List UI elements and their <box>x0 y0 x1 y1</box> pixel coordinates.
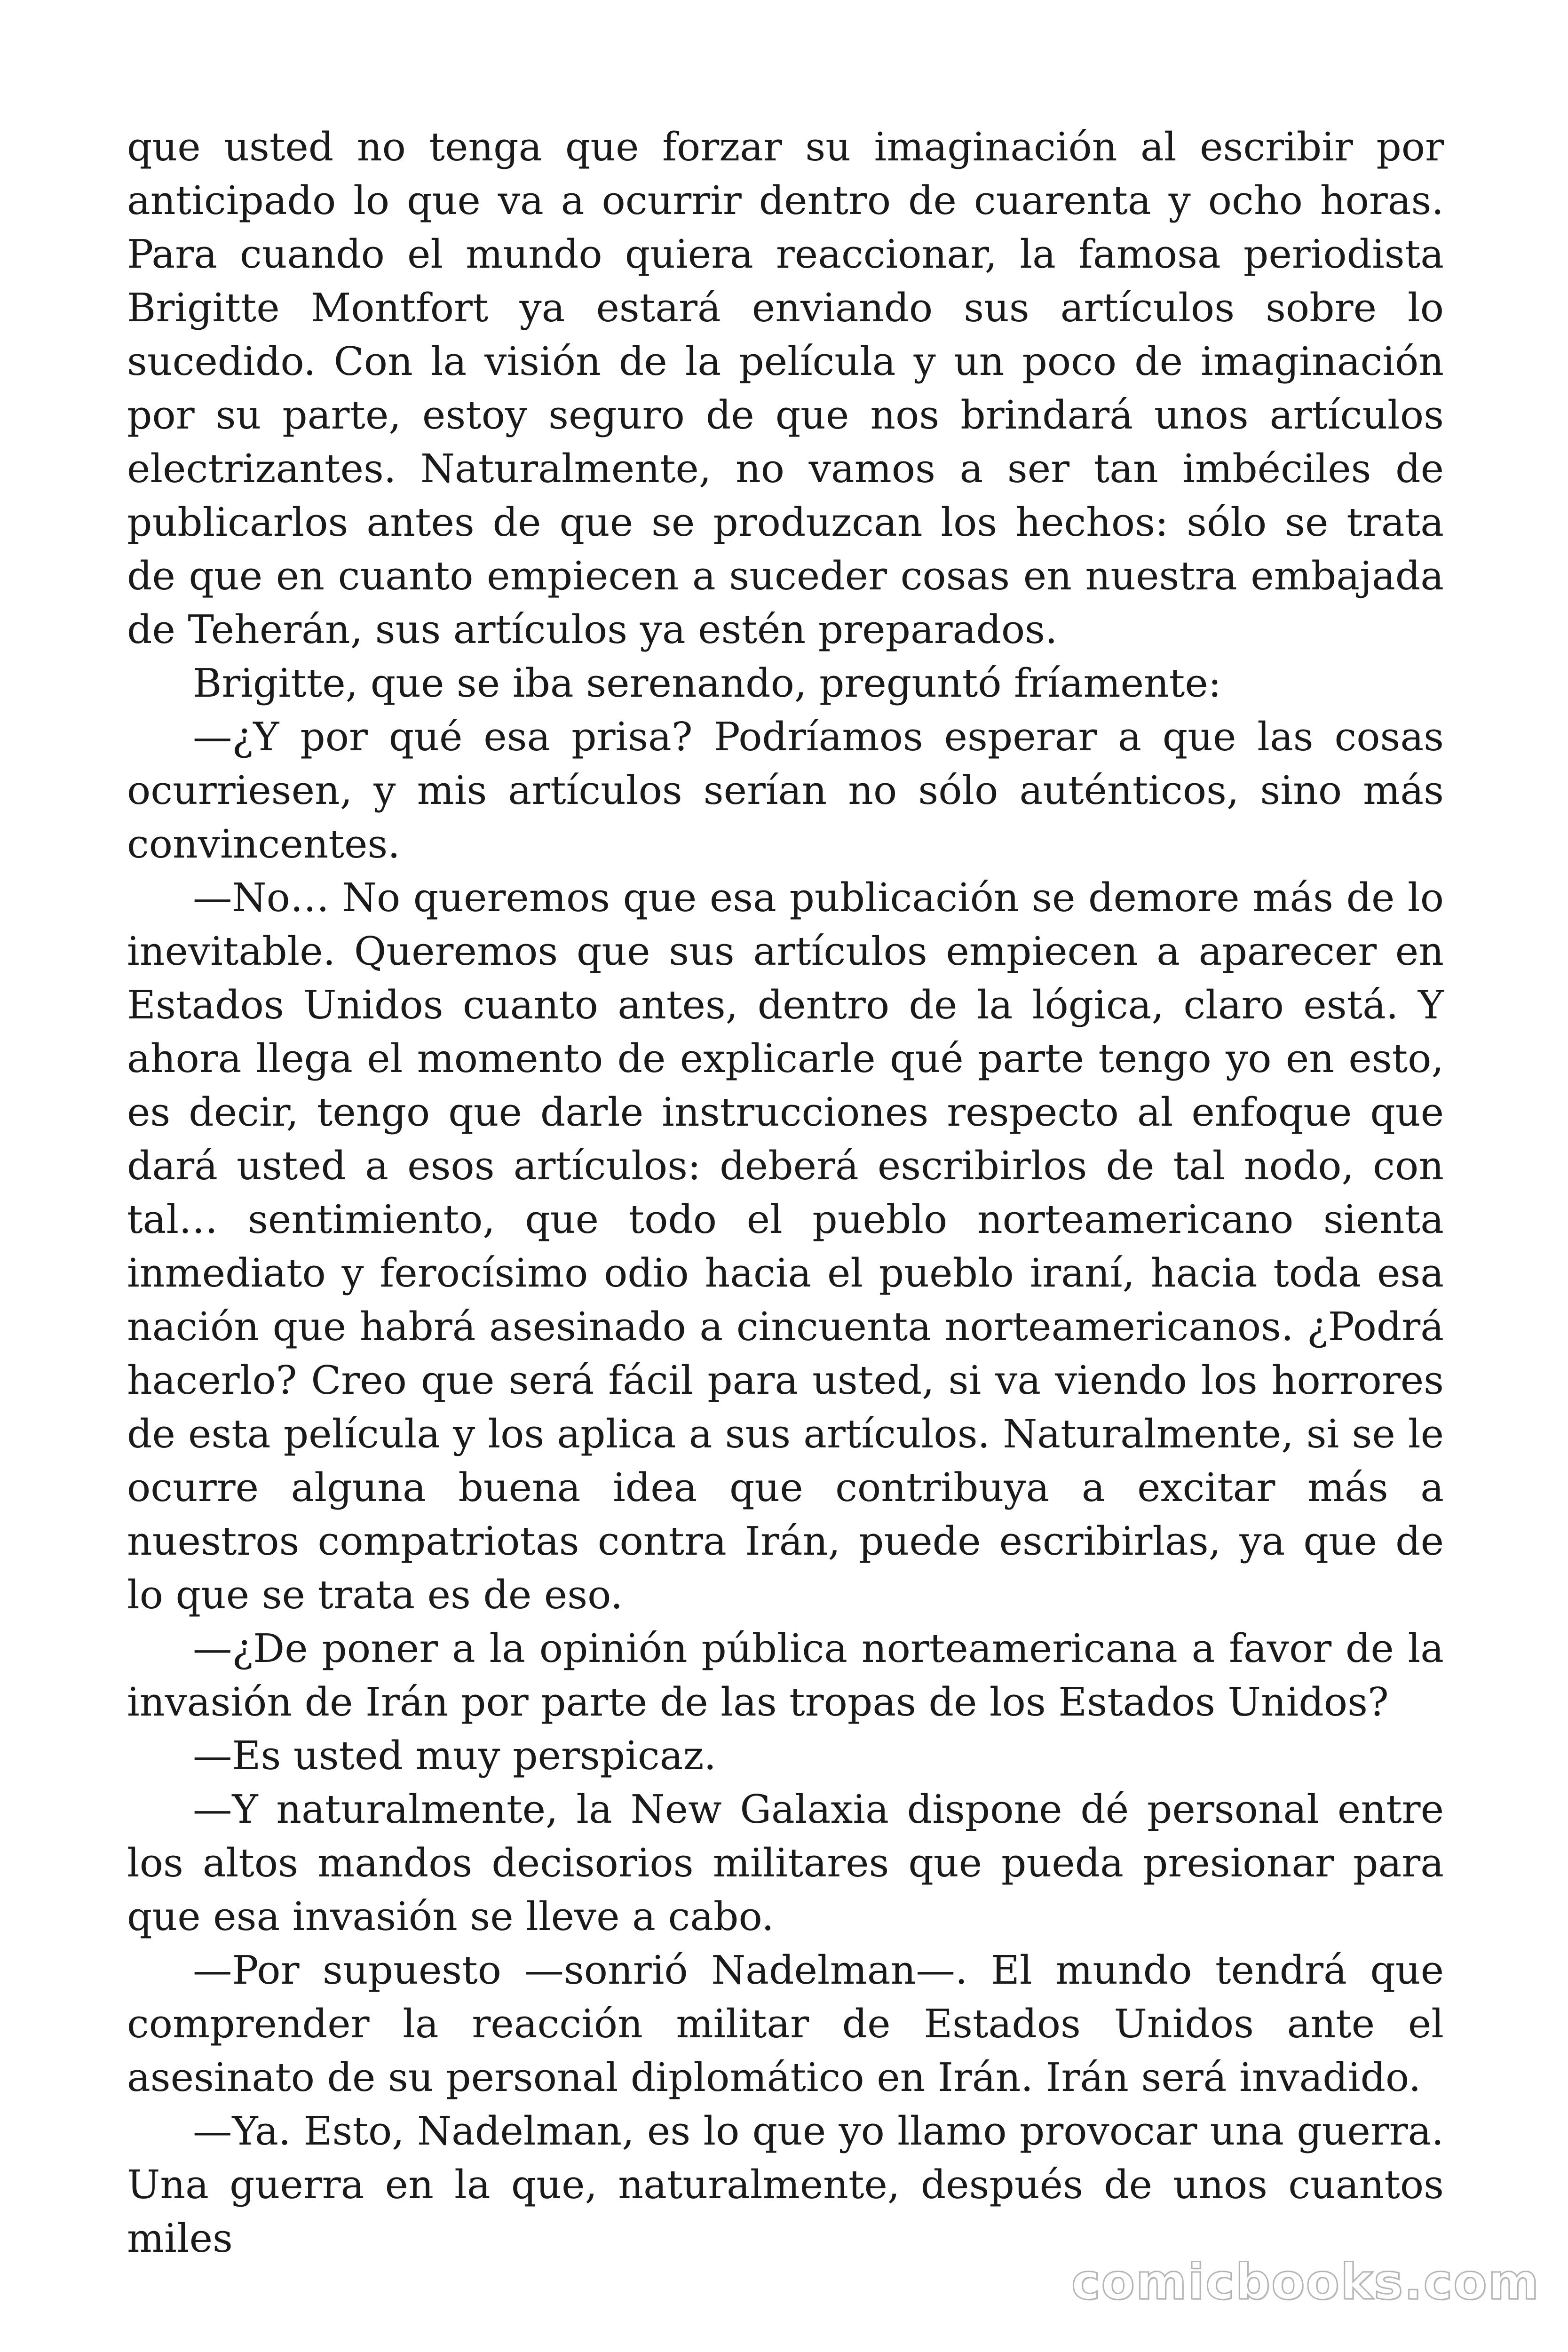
paragraph: —¿De poner a la opinión pública norteamericana a favor de la invasión de Irán por parte de las tropas de los Estados Unidos? <box>127 1625 1444 1725</box>
paragraph: —¿Y por qué esa prisa? Podríamos esperar a que las cosas ocurriesen, y mis artículos serían no sólo auténticos, sino más convincentes. <box>127 714 1444 867</box>
paragraph: —Es usted muy perspicaz. <box>193 1732 716 1779</box>
paragraph: —Y naturalmente, la New Galaxia dispone dé personal entre los altos mandos decisorios militares que pueda presionar para que esa invasión se lleve a cabo. <box>127 1786 1444 1939</box>
paragraph: —Ya. Esto, Nadelman, es lo que yo llamo provocar una guerra. Una guerra en la que, naturalmente, después de unos cuantos miles <box>127 2108 1444 2261</box>
paragraph: —No… No queremos que esa publicación se demore más de lo inevitable. Queremos que sus artículos empiecen a aparecer en Estados Unidos cuanto antes, dentro de la lógica, claro está. Y ahora llega el momento de explicarle qué parte tengo yo en esto, es decir, tengo que darle instrucciones respecto al enfoque que dará usted a esos artículos: deberá escribirlos de tal nodo, con tal… sentimiento, que todo el pueblo norteamericano sienta inmediato y ferocísimo odio hacia el pueblo iraní, hacia toda esa nación que habrá asesinado a cincuenta norteamericanos. ¿Podrá hacerlo? Creo que será fácil para usted, si va viendo los horrores de esta película y los aplica a sus artículos. Naturalmente, si se le ocurre alguna buena idea que contribuya a excitar más a nuestros compatriotas contra Irán, puede escribirlas, ya que de lo que se trata es de eso. <box>127 874 1444 1618</box>
page-body <box>127 120 1444 2265</box>
watermark: comicbooks.com <box>1071 2253 1540 2311</box>
paragraph: —Por supuesto —sonrió Nadelman—. El mundo tendrá que comprender la reacción militar de Estados Unidos ante el asesinato de su personal diplomático en Irán. Irán será invadido. <box>127 1947 1444 2100</box>
paragraph: Brigitte, que se iba serenando, preguntó fríamente: <box>193 660 1221 706</box>
paragraph: que usted no tenga que forzar su imaginación al escribir por anticipado lo que va a ocurrir dentro de cuarenta y ocho horas. Para cuando el mundo quiera reaccionar, la famosa periodista Brigitte Montfort ya estará enviando sus artículos sobre lo sucedido. Con la visión de la película y un poco de imaginación por su parte, estoy seguro de que nos brindará unos artículos electrizantes. Naturalmente, no vamos a ser tan imbéciles de publicarlos antes de que se produzcan los hechos: sólo se trata de que en cuanto empiecen a suceder cosas en nuestra embajada de Teherán, sus artículos ya estén preparados. <box>127 124 1444 652</box>
